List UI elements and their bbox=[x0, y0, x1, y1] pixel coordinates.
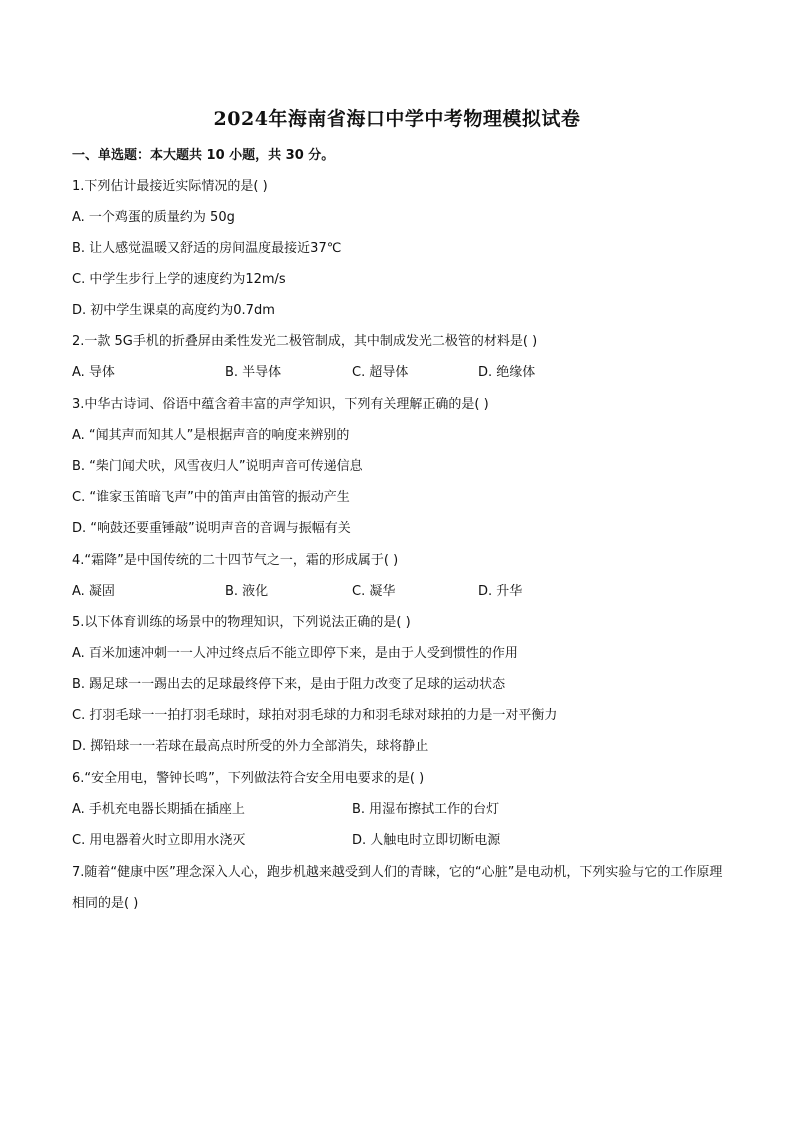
question-1-option-b: B. 让人感觉温暖又舒适的房间温度最接近37℃ bbox=[72, 241, 342, 256]
question-2-option-c: C. 超导体 bbox=[352, 365, 409, 380]
question-6-option-d: D. 人触电时立即切断电源 bbox=[352, 833, 501, 848]
question-4-stem: 4.“霜降”是中国传统的二十四节气之一，霜的形成属于( ) bbox=[72, 553, 399, 568]
question-2-option-d: D. 绝缘体 bbox=[478, 365, 536, 380]
question-1-stem: 1.下列估计最接近实际情况的是( ) bbox=[72, 179, 268, 194]
question-5-option-b: B. 踢足球一一踢出去的足球最终停下来，是由于阻力改变了足球的运动状态 bbox=[72, 677, 506, 692]
question-4-option-d: D. 升华 bbox=[478, 584, 523, 599]
question-5-option-d: D. 掷铅球一一若球在最高点时所受的外力全部消失，球将静止 bbox=[72, 739, 429, 754]
question-3-stem: 3.中华古诗词、俗语中蕴含着丰富的声学知识，下列有关理解正确的是( ) bbox=[72, 397, 489, 412]
question-6-option-c: C. 用电器着火时立即用水浇灭 bbox=[72, 833, 246, 848]
question-6-option-a: A. 手机充电器长期插在插座上 bbox=[72, 802, 245, 817]
question-2-option-b: B. 半导体 bbox=[225, 365, 282, 380]
question-3-option-c: C. “谁家玉笛暗飞声”中的笛声由笛管的振动产生 bbox=[72, 490, 350, 505]
section-header: 一、单选题：本大题共 10 小题，共 30 分。 bbox=[72, 148, 335, 163]
question-6-stem: 6.“安全用电，警钟长鸣”，下列做法符合安全用电要求的是( ) bbox=[72, 771, 425, 786]
question-6-option-b: B. 用湿布擦拭工作的台灯 bbox=[352, 802, 500, 817]
question-1-option-c: C. 中学生步行上学的速度约为12m/s bbox=[72, 272, 286, 287]
question-4-option-b: B. 液化 bbox=[225, 584, 269, 599]
question-1-option-a: A. 一个鸡蛋的质量约为 50g bbox=[72, 210, 235, 225]
question-4-option-a: A. 凝固 bbox=[72, 584, 115, 599]
question-5-stem: 5.以下体育训练的场景中的物理知识，下列说法正确的是( ) bbox=[72, 615, 411, 630]
question-5-option-a: A. 百米加速冲刺一一人冲过终点后不能立即停下来，是由于人受到惯性的作用 bbox=[72, 646, 518, 661]
page-title: 2024年海南省海口中学中考物理模拟试卷 bbox=[213, 108, 581, 130]
question-7-stem: 7.随着“健康中医”理念深入人心，跑步机越来越受到人们的青睐，它的“心脏”是电动机，下列实验与它的工作原理相同的是( ) bbox=[72, 865, 723, 911]
question-3-option-b: B. “柴门闻犬吠，风雪夜归人”说明声音可传递信息 bbox=[72, 459, 363, 474]
question-3-option-d: D. “响鼓还要重锤敲”说明声音的音调与振幅有关 bbox=[72, 521, 351, 536]
question-1-option-d: D. 初中学生课桌的高度约为0.7dm bbox=[72, 303, 275, 318]
question-2-option-a: A. 导体 bbox=[72, 365, 115, 380]
question-3-option-a: A. “闻其声而知其人”是根据声音的响度来辨别的 bbox=[72, 428, 350, 443]
question-5-option-c: C. 打羽毛球一一拍打羽毛球时，球拍对羽毛球的力和羽毛球对球拍的力是一对平衡力 bbox=[72, 708, 558, 723]
question-2-stem: 2.一款 5G手机的折叠屏由柔性发光二极管制成，其中制成发光二极管的材料是( ) bbox=[72, 334, 538, 349]
question-4-option-c: C. 凝华 bbox=[352, 584, 396, 599]
